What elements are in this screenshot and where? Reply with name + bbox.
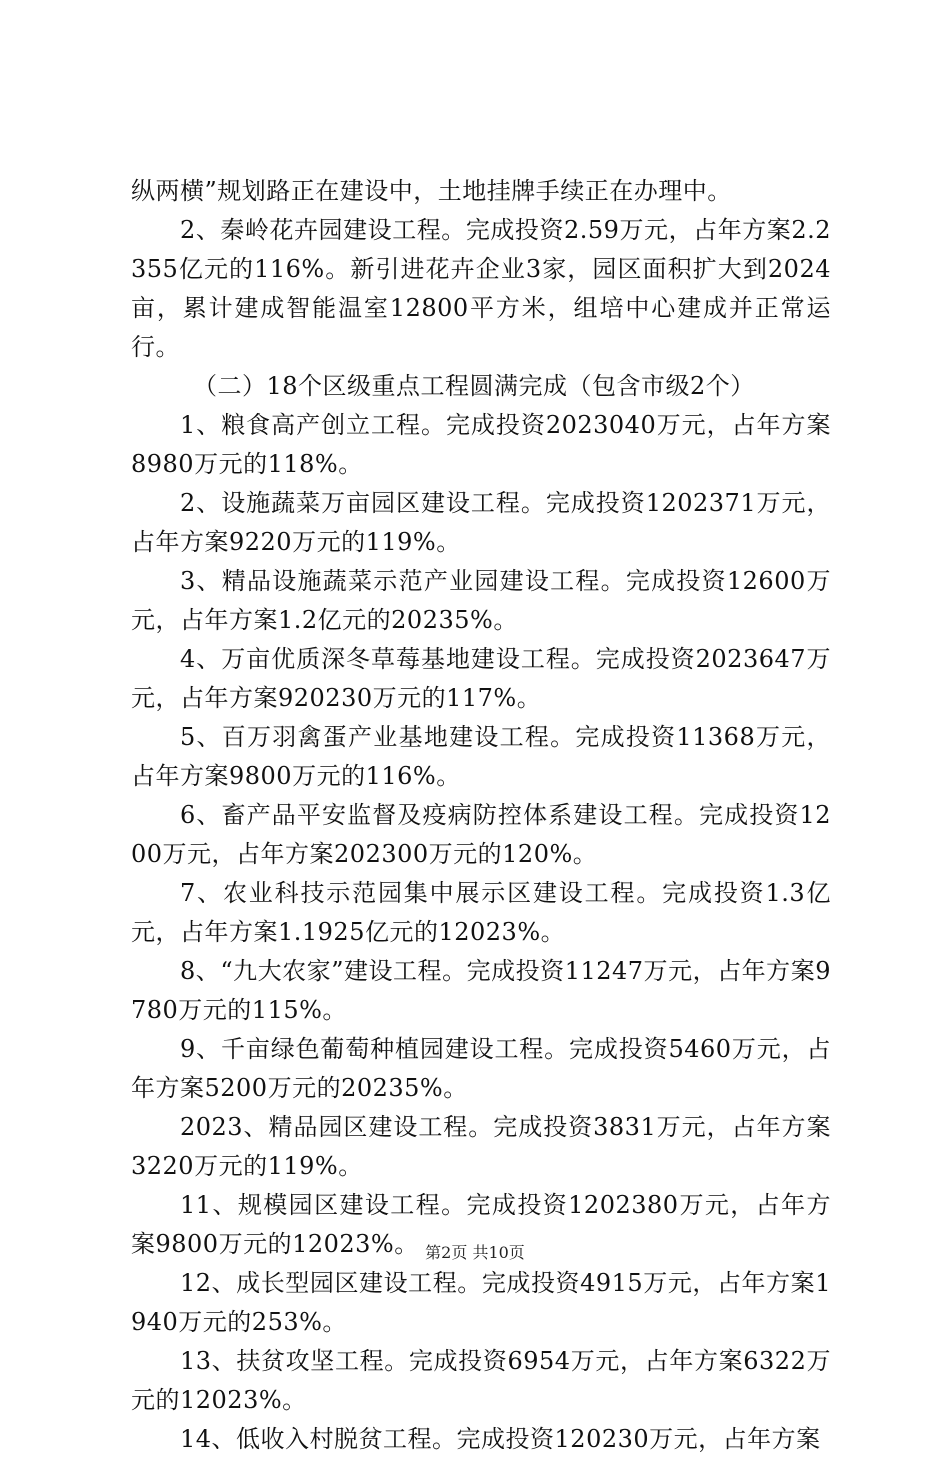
document-body <box>131 172 831 1459</box>
paragraph-item-12: 12、成长型园区建设工程。完成投资4915万元，占年方案1940万元的253%。 <box>131 1269 831 1336</box>
paragraph-item-13: 13、扶贫攻坚工程。完成投资6954万元，占年方案6322万元的12023%。 <box>131 1347 831 1414</box>
paragraph-item-2: 2、设施蔬菜万亩园区建设工程。完成投资1202371万元，占年方案9220万元的119%。 <box>131 489 831 556</box>
paragraph-item-6: 6、畜产品平安监督及疫病防控体系建设工程。完成投资1200万元，占年方案202300万元的120%。 <box>131 801 831 868</box>
paragraph-item-7: 7、农业科技示范园集中展示区建设工程。完成投资1.3亿元，占年方案1.1925亿元的12023%。 <box>131 879 831 946</box>
paragraph-continuation: 纵两横”规划路正在建设中，土地挂牌手续正在办理中。 <box>131 177 732 205</box>
paragraph-item-5: 5、百万羽禽蛋产业基地建设工程。完成投资11368万元，占年方案9800万元的116%。 <box>131 723 831 790</box>
page-number-footer: 第2页 共10页 <box>425 1243 525 1262</box>
paragraph-item-14: 14、低收入村脱贫工程。完成投资120230万元，占年方案 <box>180 1425 821 1453</box>
paragraph-item-11: 11、规模园区建设工程。完成投资1202380万元，占年方案9800万元的12023%。 <box>131 1191 831 1258</box>
paragraph-item-10: 2023、精品园区建设工程。完成投资3831万元，占年方案3220万元的119%。 <box>131 1113 831 1180</box>
paragraph-item-3: 3、精品设施蔬菜示范产业园建设工程。完成投资12600万元，占年方案1.2亿元的20235%。 <box>131 567 831 634</box>
paragraph-item-9: 9、千亩绿色葡萄种植园建设工程。完成投资5460万元，占年方案5200万元的20235%。 <box>131 1035 831 1102</box>
section-heading: （二）18个区级重点工程圆满完成（包含市级2个） <box>193 372 755 400</box>
paragraph-item-8: 8、“九大农家”建设工程。完成投资11247万元，占年方案9780万元的115%。 <box>131 957 831 1024</box>
paragraph-item-1: 1、粮食高产创立工程。完成投资2023040万元，占年方案8980万元的118%。 <box>131 411 831 478</box>
paragraph-item-qinling: 2、秦岭花卉园建设工程。完成投资2.59万元，占年方案2.2355亿元的116%。新引进花卉企业3家，园区面积扩大到2024亩，累计建成智能温室12800平方米，组培中心建成并正常运行。 <box>131 216 831 361</box>
paragraph-item-4: 4、万亩优质深冬草莓基地建设工程。完成投资2023647万元，占年方案920230万元的117%。 <box>131 645 831 712</box>
